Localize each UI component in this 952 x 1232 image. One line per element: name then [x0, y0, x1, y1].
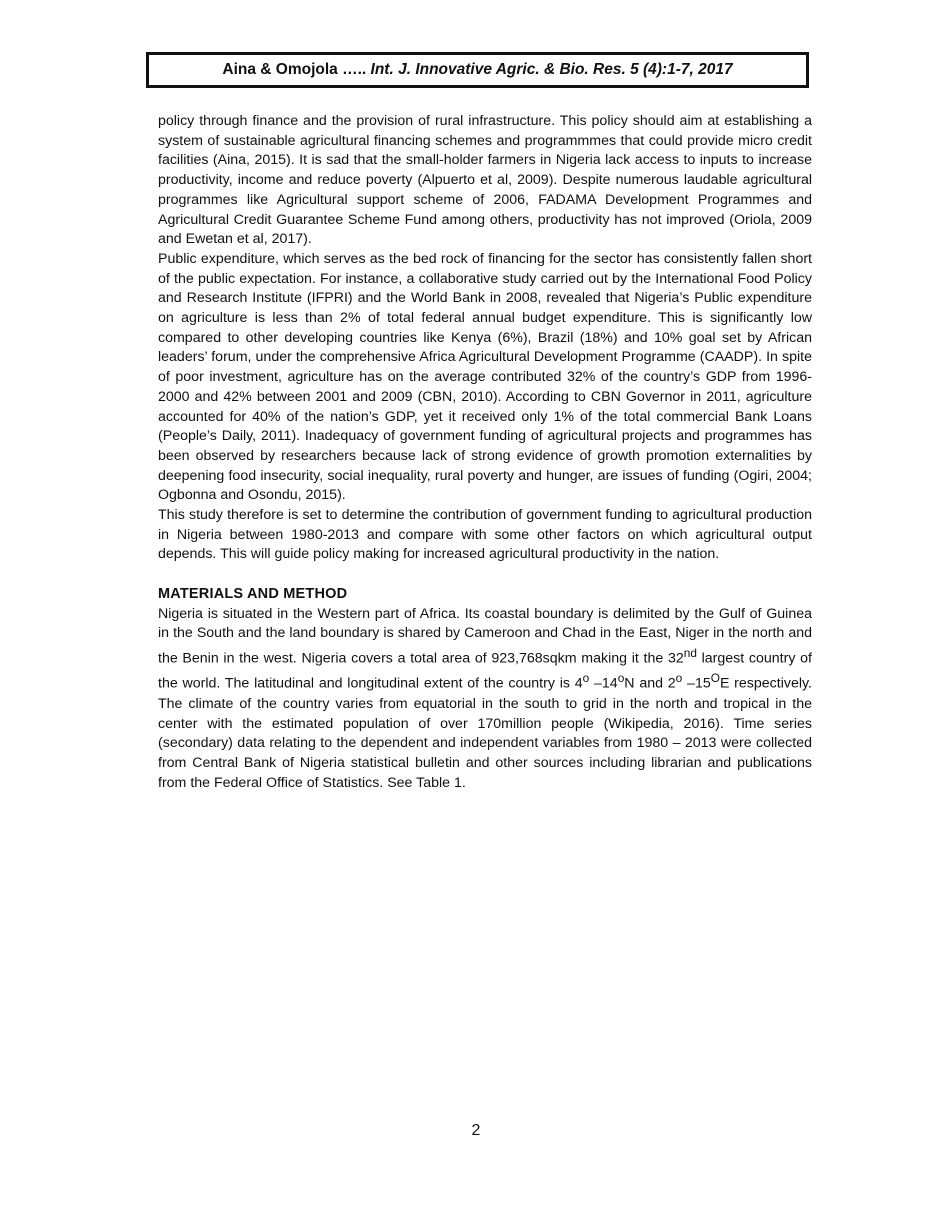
body-paragraph: Public expenditure, which serves as the bed rock of financing for the sector has consistently fallen short of the public expectation. For instance, a collaborative study carried out by the International Food Policy and Research Institute (IFPRI) and the World Bank in 2008, revealed that Nigeria’s Public expenditure on agriculture is less than 2% of total federal annual budget expenditure. This is significantly low compared to other developing countries like Kenya (6%), Brazil (18%) and 10% goal set by African leaders’ forum, under the comprehensive Africa Agricultural Development Programme (CAADP). In spite of poor investment, agriculture has on the average contributed 32% of the country’s GDP from 1996-2000 and 42% between 2001 and 2009 (CBN, 2010). According to CBN Governor in 2011, agriculture accounted for 40% of the nation’s GDP, yet it received only 1% of the total commercial Bank Loans (People’s Daily, 2011). Inadequacy of government funding of agricultural projects and programmes has been observed by researchers because lack of strong evidence of growth promotion externalities by deepening food insecurity, social inequality, rural poverty and hunger, are issues of funding (Ogiri, 2004; Ogbonna and Osondu, 2015). — [158, 250, 812, 504]
degree-superscript: o — [675, 671, 683, 686]
header-authors: Aina & Omojola ….. — [222, 61, 367, 78]
running-header — [146, 52, 809, 88]
degree-superscript: o — [617, 671, 625, 686]
materials-text: E respectively. The climate of the country varies from equatorial in the south to grid in the north and tropical in the center with the estimated population of over 170million people (Wikipedia, 2016). Time series (secondary) data relating to the dependent and independent variables from 1980 – 2013 were collected from Central Bank of Nigeria statistical bulletin and other sources including librarian and publications from the Federal Office of Statistics. See Table 1. — [158, 676, 812, 791]
materials-text: Nigeria is situated in the Western part of Africa. Its coastal boundary is delimited by the Gulf of Guinea in the South and the land boundary is shared by Cameroon and Chad in the East, Niger in the north and the Benin in the west. Nigeria covers a total area of 923,768sqkm making it the 32 — [158, 605, 812, 667]
body-paragraph: This study therefore is set to determine the contribution of government funding to agricultural production in Nigeria between 1980-2013 and compare with some other factors on which agricultural output depends. This will guide policy making for increased agricultural productivity in the nation. — [158, 507, 812, 563]
page-number: 2 — [471, 1122, 481, 1139]
body-paragraph: policy through finance and the provision of rural infrastructure. This policy should aim at establishing a system of sustainable agricultural financing schemes and programmmes that could provide micro credit facilities (Aina, 2015). It is sad that the small-holder farmers in Nigeria lack access to inputs to increase productivity, income and reduce poverty (Alpuerto et al, 2009). Despite numerous laudable agricultural programmes like Agricultural support scheme of 2006, FADAMA Development Programmes and Agricultural Credit Guarantee Scheme Fund among others, productivity has not improved (Oriola, 2009 and Ewetan et al, 2017). — [158, 113, 812, 248]
ordinal-superscript: nd — [683, 645, 697, 660]
materials-text: –14 — [589, 676, 618, 693]
materials-text: N and 2 — [624, 676, 676, 693]
materials-text: –15 — [682, 676, 711, 693]
materials-text: largest country of the world. The latitudinal and longitudinal extent of the country is 4 — [158, 650, 812, 693]
article-body — [158, 112, 812, 793]
section-heading: MATERIALS AND METHOD — [158, 585, 348, 602]
degree-superscript: O — [710, 671, 720, 686]
header-citation: Int. J. Innovative Agric. & Bio. Res. 5 (4):1-7, 2017 — [370, 61, 733, 78]
degree-superscript: o — [582, 671, 590, 686]
materials-paragraph — [158, 605, 812, 794]
